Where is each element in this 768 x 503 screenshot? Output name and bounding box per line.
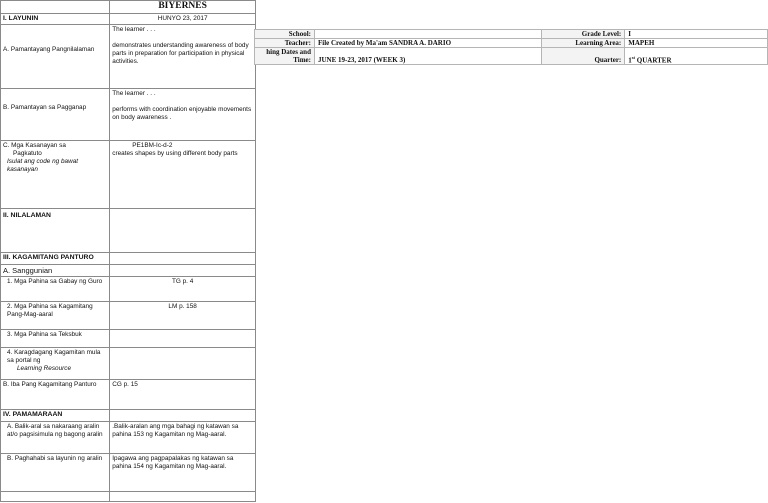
pamantayan-sa-pagganap-cell: [110, 89, 256, 141]
kasanayan-note: Isulat ang code ng bawat kasanayan: [7, 158, 79, 174]
teacher-value: File Created by Ma'am SANDRA A. DARIO: [314, 39, 541, 48]
karagdagang-kagamitan-label: 4. Karagdagang Kagamitan mula sa portal ng: [7, 349, 101, 365]
nilalaman-value: [110, 209, 256, 253]
pamamaraan-label: IV. PAMAMARAAN: [1, 410, 110, 421]
lesson-plan-table: [0, 0, 256, 502]
learning-resource-label: Learning Resource: [17, 365, 71, 373]
nilalaman-text: II. NILALAMAN: [3, 212, 51, 220]
teacher-label: Teacher:: [255, 39, 315, 48]
iba-pang-kagamitan-label: B. Iba Pang Kagamitang Panturo: [1, 380, 110, 410]
nilalaman-label: [1, 209, 110, 253]
iba-pang-kagamitan-value: CG p. 15: [110, 380, 256, 410]
content-standard-text: demonstrates understanding awareness of body parts in preparation for participation in physical activities.: [112, 42, 249, 66]
paghahabi-value: Ipagawa ang pagpapalakas ng katawan sa pahina 154 ng Kagamitan ng Mag-aaral.: [110, 453, 256, 491]
pamantayang-pangnilalaman-label: [1, 25, 110, 89]
teksbuk-label: 3. Mga Pahina sa Teksbuk: [1, 330, 110, 348]
balik-aral-value: .Balik-aralan ang mga bahagi ng katawan sa pahina 153 ng Kagamitan ng Mag-aaral.: [110, 421, 256, 453]
pamantayang-pangnilalaman-cell: [110, 25, 256, 89]
sanggunian-label: A. Sanggunian: [1, 264, 110, 276]
sanggunian-value: [110, 264, 256, 276]
kagamitang-panturo-value: [110, 253, 256, 264]
kasanayan-label-cell: [1, 141, 110, 209]
competency-text: creates shapes by using different body parts: [112, 150, 238, 158]
gabay-guro-label: 1. Mga Pahina sa Gabay ng Guro: [1, 277, 110, 302]
competency-code: PE1BM-Ic-d-2: [132, 142, 173, 150]
teaching-dates-label: [255, 48, 315, 65]
balik-aral-label: A. Balik-aral sa nakaraang aralin at/o pagsisimula ng bagong aralin: [1, 421, 110, 453]
learning-area-label: Learning Area:: [542, 39, 625, 48]
kasanayan-label: C. Mga Kasanayan sa: [3, 142, 66, 150]
karagdagang-kagamitan-cell: [1, 348, 110, 380]
grade-level-label: Grade Level:: [542, 30, 625, 39]
performance-standard-text: performs with coordination enjoyable movements on body awareness .: [112, 106, 252, 122]
day-header: BIYERNES: [110, 1, 256, 14]
teaching-dates-label-2: Time:: [293, 56, 311, 64]
grade-level-value: I: [625, 30, 768, 39]
learning-area-value: MAPEH: [625, 39, 768, 48]
quarter-value: [625, 48, 768, 65]
teaching-dates-value: JUNE 19-23, 2017 (WEEK 3): [314, 48, 541, 65]
teaching-dates-label-1: hing Dates and: [266, 48, 311, 56]
date-value: HUNYO 23, 2017: [110, 13, 256, 24]
quarter-label: Quarter:: [542, 48, 625, 65]
kasanayan-label-2: Pagkatuto: [13, 150, 42, 158]
teksbuk-value: [110, 330, 256, 348]
school-value: [314, 30, 541, 39]
header-info-table: [254, 29, 768, 65]
school-label: School:: [255, 30, 315, 39]
next-row-value: [110, 491, 256, 501]
kagamitang-panturo-label: III. KAGAMITANG PANTURO: [1, 253, 110, 264]
layunin-label: I. LAYUNIN: [1, 13, 110, 24]
pamantayan-sa-pagganap-label: [1, 89, 110, 141]
quarter-number: 1: [628, 56, 632, 64]
learner-intro-2: The learner . . .: [112, 90, 156, 98]
quarter-suffix: st: [631, 54, 636, 60]
pamamaraan-value: [110, 410, 256, 421]
learner-intro: The learner . . .: [112, 26, 156, 34]
kagamitang-mag-aaral-label: 2. Mga Pahina sa Kagamitang Pang-Mag-aaral: [1, 302, 110, 330]
pamantayang-pangnilalaman-text: A. Pamantayang Pangnilalaman: [3, 46, 95, 54]
paghahabi-label: B. Paghahabi sa layunin ng aralin: [1, 453, 110, 491]
kagamitang-mag-aaral-value: LM p. 158: [110, 302, 256, 330]
kasanayan-cell: [110, 141, 256, 209]
pamantayan-sa-pagganap-text: B. Pamantayan sa Pagganap: [3, 104, 87, 112]
quarter-text: QUARTER: [635, 56, 672, 64]
karagdagang-kagamitan-value: [110, 348, 256, 380]
gabay-guro-value: TG p. 4: [110, 277, 256, 302]
next-row-label: [1, 491, 110, 501]
blank-header-cell: [1, 1, 110, 14]
